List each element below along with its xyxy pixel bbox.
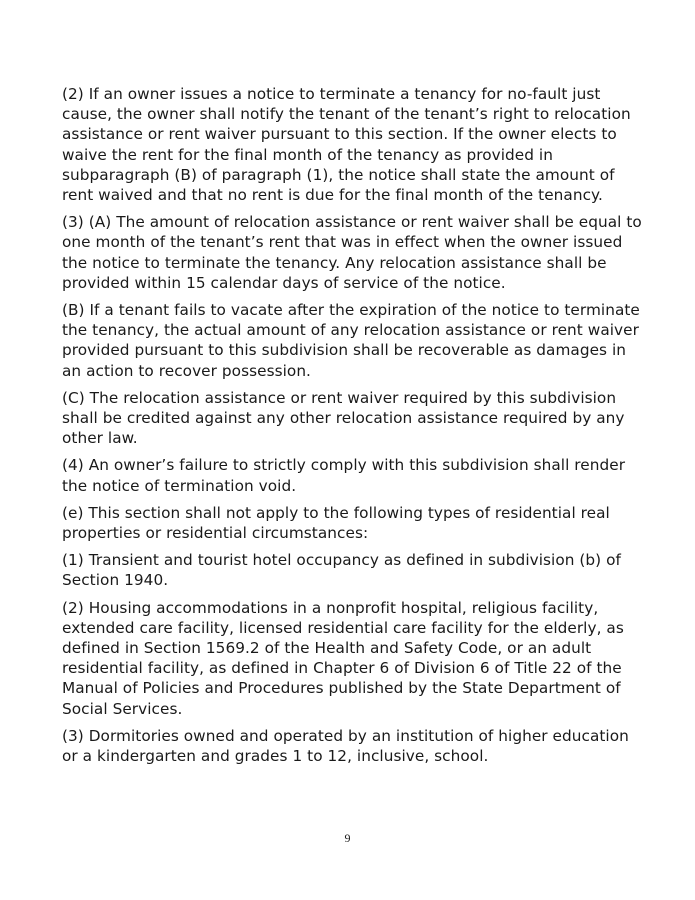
document-body <box>62 84 642 773</box>
paragraph-e-exemptions: (e) This section shall not apply to the following types of residential real properties or residential circumstances: <box>62 503 610 543</box>
paragraph-3a-amount: (3) (A) The amount of relocation assistance or rent waiver shall be equal to one month of the tenant’s rent that was in effect when the owner issued the notice to terminate the tenancy. Any relocation assistance shall be provided within 15 calendar days of service of the notice. <box>62 213 642 292</box>
paragraph-3c-credit: (C) The relocation assistance or rent waiver required by this subdivision shall be credited against any other relocation assistance required by any other law. <box>62 388 625 448</box>
paragraph-3b-failure-to-vacate: (B) If a tenant fails to vacate after the expiration of the notice to terminate the tenancy, the actual amount of any relocation assistance or rent waiver provided pursuant to this subdivision shall be recoverable as damages in an action to recover possession. <box>62 301 640 380</box>
paragraph-e1-hotel: (1) Transient and tourist hotel occupancy as defined in subdivision (b) of Section 1940. <box>62 551 621 590</box>
paragraph-4-noncompliance: (4) An owner’s failure to strictly comply with this subdivision shall render the notice of termination void. <box>62 456 626 495</box>
paragraph-e3-dormitories: (3) Dormitories owned and operated by an institution of higher education or a kindergarten and grades 1 to 12, inclusive, school. <box>62 726 629 766</box>
page-number: 9 <box>344 831 351 845</box>
paragraph-e2-housing-accommodations: (2) Housing accommodations in a nonprofit hospital, religious facility, extended care facility, licensed residential care facility for the elderly, as defined in Section 1569.2 of the Health and Safety Code, or an adult residential facility, as defined in Chapter 6 of Division 6 of Title 22 of the Manual of Policies and Procedures published by the State Department of Social Services. <box>62 598 624 718</box>
paragraph-2-notice-requirement: (2) If an owner issues a notice to terminate a tenancy for no-fault just cause, the owner shall notify the tenant of the tenant’s right to relocation assistance or rent waiver pursuant to this section. If the owner elects to waive the rent for the final month of the tenancy as provided in subparagraph (B) of paragraph (1), the notice shall state the amount of rent waived and that no rent is due for the final month of the tenancy. <box>62 85 631 205</box>
